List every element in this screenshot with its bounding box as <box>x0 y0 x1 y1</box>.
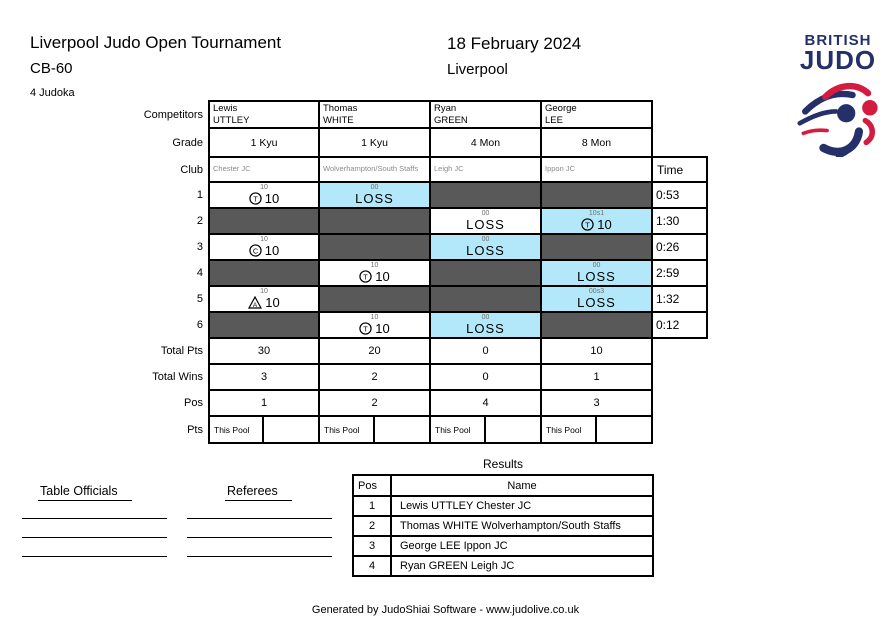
score-value: 10 <box>597 217 612 232</box>
row-label-grade: Grade <box>172 136 203 149</box>
this-pool-label: This Pool <box>542 417 597 442</box>
match-time: 1:32 <box>653 287 706 311</box>
pos-cell: 3 <box>542 391 651 415</box>
score-detail: 00 <box>481 210 490 217</box>
competitor-name <box>431 102 540 127</box>
match-time: 0:53 <box>653 183 706 207</box>
match-loss-cell <box>320 183 429 207</box>
results-row-pos: 4 <box>354 557 390 575</box>
row-label-total-wins: Total Wins <box>152 371 203 383</box>
judoka-count: 4 Judoka <box>30 87 75 99</box>
circle-t-icon <box>359 322 372 335</box>
pts-cell <box>210 417 318 442</box>
results-row-name: Thomas WHITE Wolverhampton/South Staffs <box>392 517 652 535</box>
competitor-name <box>210 102 318 127</box>
results-row-name: George LEE Ippon JC <box>392 537 652 555</box>
triangle-a-icon <box>248 296 262 309</box>
logo-text-judo: JUDO <box>799 45 877 75</box>
total-pts-cell: 0 <box>431 339 540 363</box>
blocked-cell <box>320 287 429 311</box>
club-cell: Leigh JC <box>431 158 540 181</box>
club-cell: Wolverhampton/South Staffs <box>320 158 429 181</box>
score-detail: 10 <box>370 314 379 321</box>
match-win-cell <box>210 183 318 207</box>
pts-cell <box>431 417 540 442</box>
table-officials-label: Table Officials <box>38 484 132 501</box>
loss-label: LOSS <box>466 243 505 258</box>
blocked-cell <box>431 287 540 311</box>
score-detail: 00 <box>592 262 601 269</box>
grade-cell: 4 Mon <box>431 129 540 156</box>
pts-empty-box <box>597 417 652 442</box>
svg-text:T: T <box>363 324 369 334</box>
results-row-pos: 2 <box>354 517 390 535</box>
results-table <box>352 474 654 577</box>
svg-text:A: A <box>253 302 258 309</box>
score-detail: 10 <box>370 262 379 269</box>
score-detail: 00 <box>481 236 490 243</box>
total-wins-cell: 1 <box>542 365 651 389</box>
score-value: 10 <box>264 243 280 258</box>
score-value: 10 <box>265 295 280 310</box>
match-time: 2:59 <box>653 261 706 285</box>
match-win-cell <box>210 235 318 259</box>
circle-c-icon <box>249 244 262 257</box>
row-label-club: Club <box>180 163 203 176</box>
score-detail: 10 <box>260 184 268 191</box>
blocked-cell <box>210 209 318 233</box>
last-name: UTTLEY <box>213 114 250 126</box>
blocked-cell <box>542 313 651 337</box>
time-header: Time <box>653 158 706 181</box>
signature-line <box>22 556 167 557</box>
score-detail: 00 <box>370 184 379 191</box>
blocked-cell <box>542 235 651 259</box>
signature-line <box>22 518 167 519</box>
score-value: 10 <box>375 321 390 336</box>
row-label-pos: Pos <box>184 397 203 409</box>
category-code: CB-60 <box>30 60 73 77</box>
signature-line <box>187 556 332 557</box>
svg-text:T: T <box>253 194 258 204</box>
grade-cell: 8 Mon <box>542 129 651 156</box>
pts-empty-box <box>375 417 430 442</box>
competitor-name <box>542 102 651 127</box>
circle-t-icon <box>249 192 262 205</box>
svg-text:T: T <box>585 220 591 230</box>
signature-line <box>187 537 332 538</box>
score-detail: 00 <box>481 314 490 321</box>
svg-text:C: C <box>252 246 258 256</box>
total-pts-cell: 20 <box>320 339 429 363</box>
tournament-title: Liverpool Judo Open Tournament <box>30 33 282 52</box>
circle-t-icon <box>581 218 594 231</box>
match-win-cell <box>320 313 429 337</box>
row-label-match-2: 2 <box>196 215 203 227</box>
judoka-figure-icon <box>792 75 884 157</box>
referees-label: Referees <box>225 484 292 501</box>
results-row-name: Lewis UTTLEY Chester JC <box>392 497 652 515</box>
match-win-cell <box>210 287 318 311</box>
match-time: 0:26 <box>653 235 706 259</box>
score-detail: 10 <box>260 236 268 243</box>
first-name: George <box>545 103 577 114</box>
event-date: 18 February 2024 <box>447 34 582 53</box>
total-wins-cell: 0 <box>431 365 540 389</box>
pts-cell <box>542 417 651 442</box>
blocked-cell <box>320 209 429 233</box>
total-wins-cell: 3 <box>210 365 318 389</box>
british-judo-logo <box>788 33 888 162</box>
generator-credit: Generated by JudoShiai Software - www.judolive.co.uk <box>311 604 580 616</box>
results-header-name: Name <box>392 476 652 495</box>
row-label-match-3: 3 <box>196 241 203 253</box>
circle-t-icon <box>359 270 372 283</box>
pos-cell: 4 <box>431 391 540 415</box>
score-detail: 00s3 <box>588 288 605 295</box>
svg-text:T: T <box>363 272 369 282</box>
match-loss-cell <box>542 287 651 311</box>
blocked-cell <box>431 183 540 207</box>
match-win-cell <box>320 261 429 285</box>
club-cell: Ippon JC <box>542 158 651 181</box>
loss-label: LOSS <box>466 321 505 336</box>
this-pool-label: This Pool <box>320 417 375 442</box>
first-name: Lewis <box>213 103 238 114</box>
row-label-match-6: 6 <box>196 319 203 331</box>
pts-empty-box <box>264 417 318 442</box>
blocked-cell <box>431 261 540 285</box>
match-loss-cell <box>431 313 540 337</box>
row-label-match-5: 5 <box>196 293 203 305</box>
row-label-pts: Pts <box>187 423 203 436</box>
total-pts-cell: 10 <box>542 339 651 363</box>
competitor-name <box>320 102 429 127</box>
last-name: WHITE <box>323 114 354 126</box>
grade-cell: 1 Kyu <box>320 129 429 156</box>
signature-line <box>22 537 167 538</box>
pos-cell: 1 <box>210 391 318 415</box>
row-label-total-pts: Total Pts <box>160 345 203 357</box>
match-loss-cell <box>431 235 540 259</box>
score-value: 10 <box>264 191 280 206</box>
loss-label: LOSS <box>466 217 505 232</box>
match-loss-cell <box>542 261 651 285</box>
match-loss-cell <box>431 209 540 233</box>
club-cell: Chester JC <box>210 158 318 181</box>
row-label-competitors: Competitors <box>143 108 203 121</box>
time-column <box>651 156 708 339</box>
results-title: Results <box>482 457 523 471</box>
last-name: GREEN <box>434 114 468 126</box>
this-pool-label: This Pool <box>431 417 486 442</box>
results-header-pos: Pos <box>354 476 390 495</box>
signature-line <box>187 518 332 519</box>
loss-label: LOSS <box>577 269 616 284</box>
first-name: Ryan <box>434 103 457 114</box>
first-name: Thomas <box>323 103 358 114</box>
blocked-cell <box>320 235 429 259</box>
blocked-cell <box>210 261 318 285</box>
grade-cell: 1 Kyu <box>210 129 318 156</box>
match-time: 1:30 <box>653 209 706 233</box>
pts-empty-box <box>486 417 541 442</box>
pos-cell: 2 <box>320 391 429 415</box>
results-row-pos: 3 <box>354 537 390 555</box>
row-label-match-1: 1 <box>196 189 203 201</box>
pool-table <box>208 100 653 444</box>
loss-label: LOSS <box>577 295 616 310</box>
this-pool-label: This Pool <box>210 417 264 442</box>
score-detail: 10 <box>260 288 268 295</box>
results-row-pos: 1 <box>354 497 390 515</box>
pts-cell <box>320 417 429 442</box>
loss-label: LOSS <box>355 191 394 206</box>
event-location: Liverpool <box>447 61 508 78</box>
score-value: 10 <box>375 269 390 284</box>
row-label-match-4: 4 <box>196 267 203 279</box>
results-row-name: Ryan GREEN Leigh JC <box>392 557 652 575</box>
score-detail: 10s1 <box>588 210 605 217</box>
blocked-cell <box>210 313 318 337</box>
match-win-cell <box>542 209 651 233</box>
blocked-cell <box>542 183 651 207</box>
total-pts-cell: 30 <box>210 339 318 363</box>
logo-text-british: BRITISH <box>804 32 872 49</box>
total-wins-cell: 2 <box>320 365 429 389</box>
match-time: 0:12 <box>653 313 706 337</box>
last-name: LEE <box>545 114 563 126</box>
